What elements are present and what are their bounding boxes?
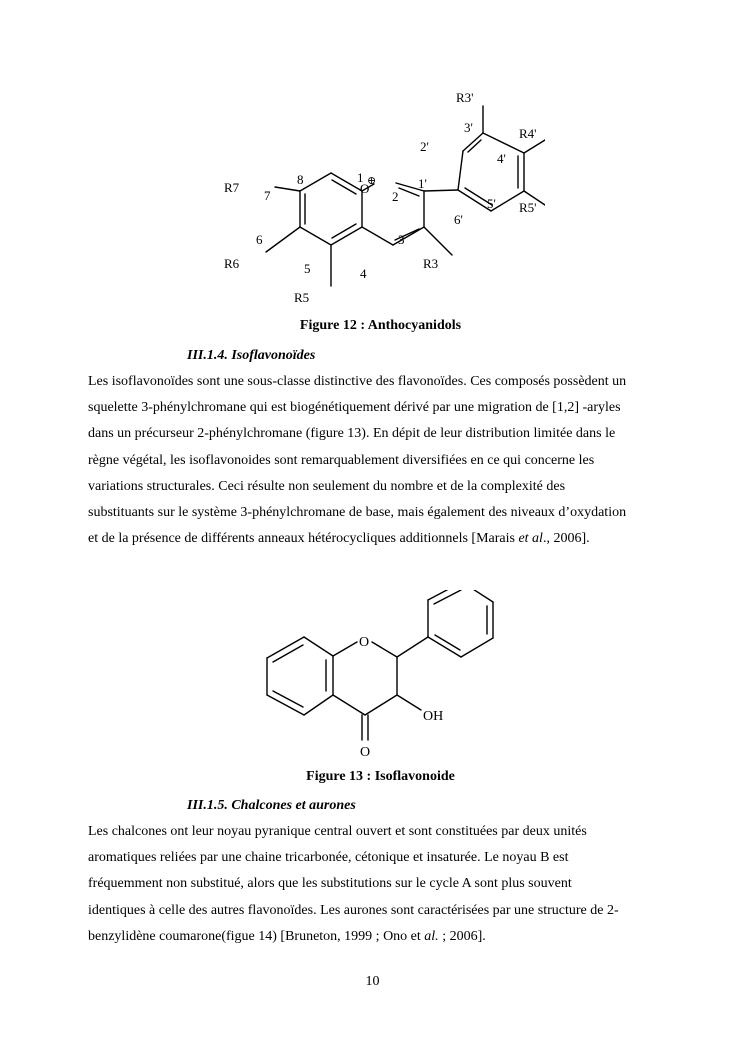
text-line: aromatiques reliées par une chaine tricarbonée, cétonique et insaturée. Le noyau B est xyxy=(88,850,569,866)
paragraph-isoflavonoides xyxy=(88,369,673,552)
label-r6: R6 xyxy=(224,256,240,271)
label-position-5: 5 xyxy=(304,261,311,276)
page-number: 10 xyxy=(365,974,380,989)
figure-12-anthocyanidols xyxy=(215,84,545,314)
label-carbonyl-oxygen: O xyxy=(360,745,371,760)
label-hydroxyl: OH xyxy=(423,709,444,724)
citation-al: al. xyxy=(424,928,439,944)
text-line-last: et de la présence de différents anneaux hétérocycliques additionnels [Marais et al., 2006]. xyxy=(88,531,590,547)
section-heading-isoflavonoides: III.1.4. Isoflavonoïdes xyxy=(187,348,316,363)
text-line: identiques à celle des autres flavonoïdes. Les aurones sont caractérisées par une structure de 2- xyxy=(88,902,619,918)
figure-12-caption: Figure 12 : Anthocyanidols xyxy=(299,318,462,333)
label-position-7: 7 xyxy=(264,188,271,203)
label-r5-prime: R5' xyxy=(519,200,537,215)
citation-et-al: et al xyxy=(518,531,543,547)
text-line: règne végétal, les isoflavonoides sont remarquablement diversifiées en ce qui concerne les xyxy=(88,452,595,468)
label-r3-prime: R3' xyxy=(456,90,474,105)
label-5-prime: 5' xyxy=(487,196,496,211)
text-line-last: benzylidène coumarone(figue 14) [Bruneton, 1999 ; Ono et al. ; 2006]. xyxy=(88,928,486,944)
label-2-prime: 2' xyxy=(420,139,429,154)
label-6-prime: 6' xyxy=(454,212,463,227)
section-heading-chalcones-aurones: III.1.5. Chalcones et aurones xyxy=(187,798,356,813)
figure-13-caption: Figure 13 : Isoflavonoide xyxy=(306,769,455,784)
label-position-1: 1 xyxy=(357,170,364,185)
text-line: squelette 3-phénylchromane qui est biogénétiquement dérivé par une migration de [1,2] -aryles xyxy=(88,400,621,416)
label-r5: R5 xyxy=(294,290,310,305)
text-line: Les isoflavonoïdes sont une sous-classe distinctive des flavonoïdes. Ces composés possèdent un xyxy=(88,374,627,389)
text-line: fréquemment non substitué, alors que les substitutions sur le cycle A sont plus souvent xyxy=(88,876,572,892)
label-3-prime: 3' xyxy=(464,120,473,135)
label-oxygen: O xyxy=(360,181,370,196)
text-line: substituants sur le système 3-phénylchromane de base, mais également des niveaux d’oxydation xyxy=(88,505,627,521)
label-r4-prime: R4' xyxy=(519,126,537,141)
figure-13-isoflavonoide xyxy=(255,590,505,765)
label-ring-oxygen: O xyxy=(359,635,370,650)
text-line: variations structurales. Ceci résulte non seulement du nombre et de la complexité des xyxy=(88,478,566,494)
text-line: dans un précurseur 2-phénylchromane (figure 13). En dépit de leur distribution limitée dans le xyxy=(88,426,616,442)
paragraph-chalcones-aurones xyxy=(88,819,673,950)
text-line: Les chalcones ont leur noyau pyranique central ouvert et sont constituées par deux unités xyxy=(88,824,587,839)
positive-charge-icon: ⊕ xyxy=(367,175,377,187)
label-position-3: 3 xyxy=(398,232,405,247)
label-position-6: 6 xyxy=(256,232,263,247)
anthocyanidol-structure xyxy=(215,84,545,314)
label-1-prime: 1' xyxy=(418,176,427,191)
label-position-2: 2 xyxy=(392,189,399,204)
label-r3: R3 xyxy=(423,256,439,271)
label-position-4: 4 xyxy=(360,266,367,281)
isoflavonoide-structure xyxy=(255,590,505,765)
label-4-prime: 4' xyxy=(497,151,506,166)
label-position-8: 8 xyxy=(297,172,304,187)
label-r7: R7 xyxy=(224,180,240,195)
